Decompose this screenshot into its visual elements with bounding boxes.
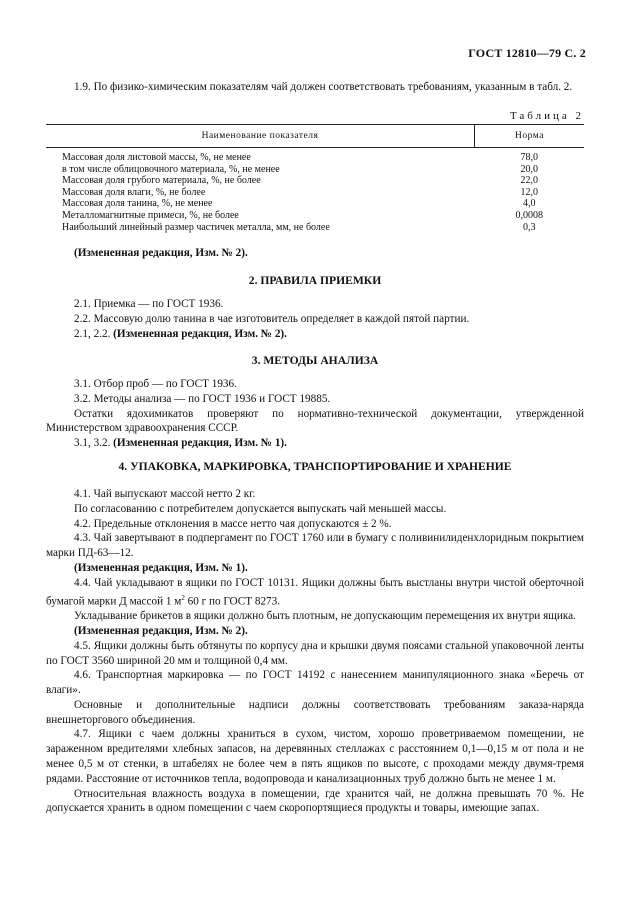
edit-note: (Измененная редакция, Изм. № 1).	[113, 437, 287, 450]
row-value: 4,0	[523, 198, 536, 210]
table-row	[46, 198, 584, 210]
row-value: 78,0	[520, 152, 538, 163]
superscript: 2	[181, 593, 185, 602]
section-title-4: 4. УПАКОВКА, МАРКИРОВКА, ТРАНСПОРТИРОВАНИЕ И ХРАНЕНИЕ	[118, 460, 512, 473]
paragraph-4-4-bricks: Укладывание брикетов в ящики должно быть плотным, не допускающим перемещения их внутри ящика.	[74, 610, 576, 623]
paragraph-4-4	[46, 576, 584, 609]
text-fragment: 4.4. Чай укладывают в ящики по ГОСТ 10131. Ящики должны быть выстланы внутри чистой оберточной бумагой марки Д массой 1 м	[46, 576, 584, 608]
paragraph-4-6-inscriptions: Основные и дополнительные надписи должны соответствовать требованиям заказа-наряда внешнеторгового объединения.	[46, 698, 584, 726]
row-name: Массовая доля танина, %, не менее	[62, 198, 213, 210]
row-name: Массовая доля влаги, %, не более	[62, 186, 206, 198]
row-name: в том числе облицовочного материала, %, не менее	[62, 163, 280, 175]
paragraph-3-edit	[46, 436, 584, 451]
row-value: 0,3	[523, 221, 536, 233]
column-header-name: Наименование показателя	[46, 125, 475, 148]
row-name: Массовая доля грубого материала, %, не более	[62, 175, 261, 187]
paragraph-3-1: 3.1. Отбор проб — по ГОСТ 1936.	[74, 378, 237, 390]
edit-note: (Измененная редакция, Изм. № 1).	[74, 561, 248, 574]
column-header-norm: Норма	[475, 125, 585, 148]
section-title-3: 3. МЕТОДЫ АНАЛИЗА	[251, 354, 379, 367]
table-row	[46, 164, 584, 176]
table-caption: Таблица 2	[509, 110, 584, 122]
edit-note: (Измененная редакция, Изм. № 2).	[74, 624, 248, 637]
row-value: 20,0	[520, 163, 538, 175]
table-edit-note	[46, 246, 584, 261]
paragraph-4-5: 4.5. Ящики должны быть обтянуты по корпусу дна и крышки двумя поясами стальной упаковочной ленты по ГОСТ 3560 шириной 20 мм и толщиной 0,4 мм.	[46, 639, 584, 667]
paragraph-2-1: 2.1. Приемка — по ГОСТ 1936.	[74, 298, 224, 310]
row-name: Наибольший линейный размер частичек металла, мм, не более	[62, 221, 330, 233]
edit-prefix: 2.1, 2.2.	[74, 327, 114, 340]
paragraph-4-3: 4.3. Чай завертывают в подпергамент по ГОСТ 1760 или в бумагу с поливинилиденхлоридным покрытием марки ПД-63—12.	[46, 532, 584, 560]
row-name: Массовая доля листовой массы, %, не менее	[62, 152, 251, 163]
text-fragment: 60 г по ГОСТ 8273.	[184, 595, 281, 608]
table-row	[46, 187, 584, 199]
table-row	[46, 175, 584, 187]
paragraph-3-residues: Остатки ядохимикатов проверяют по нормативно-технической документации, утвержденной Министерством здравоохранения СССР.	[46, 407, 584, 435]
paragraph-4-7-humidity: Относительная влажность воздуха в помещении, где хранится чай, не должна превышать 70 %. Не допускается хранить в одном помещении с чаем скоропортящиеся продукты и товары, имеющие запах.	[46, 787, 584, 815]
paragraph-1-9: 1.9. По физико-химическим показателям чай должен соответствовать требованиям, указанным в табл. 2.	[74, 81, 573, 93]
section-title-2: 2. ПРАВИЛА ПРИЕМКИ	[248, 274, 382, 287]
section-3-body	[46, 377, 584, 451]
edit-note: (Измененная редакция, Изм. № 2).	[113, 327, 287, 340]
edit-note: (Измененная редакция, Изм. № 2).	[74, 247, 248, 259]
paragraph-3-2: 3.2. Методы анализа — по ГОСТ 1936 и ГОСТ 19885.	[74, 392, 331, 405]
section-2-body	[46, 297, 584, 341]
row-value: 12,0	[520, 186, 538, 198]
indicators-table	[46, 124, 584, 233]
paragraph-4-7: 4.7. Ящики с чаем должны храниться в сухом, чистом, хорошо проветриваемом помещении, не зараженном вредителями хлебных запасов, на деревянных стеллажах с расстоянием 0,1—0,15 м от пола и не менее 0,5 м от стенки, в штабелях не более чем в пять ящиков по высоте, с проходами между двумя-тремя рядами. Расстояние от источников тепла, водопровода и канализационных труб должно быть не менее 1 м.	[46, 728, 584, 785]
page-header: ГОСТ 12810—79 С. 2	[468, 46, 586, 60]
edit-prefix: 3.1, 3.2.	[74, 437, 114, 450]
section-4-body	[46, 487, 584, 816]
paragraph-4-1-note: По согласованию с потребителем допускается выпускать чай меньшей массы.	[74, 502, 447, 515]
paragraph-4-1: 4.1. Чай выпускают массой нетто 2 кг.	[74, 488, 256, 500]
paragraph-2-2: 2.2. Массовую долю танина в чае изготовитель определяет в каждой пятой партии.	[74, 312, 470, 325]
table-row	[46, 222, 584, 234]
row-name: Металломагнитные примеси, %, не более	[62, 209, 239, 221]
paragraph-2-edit	[46, 327, 584, 342]
row-value: 0,0008	[515, 209, 543, 221]
row-value: 22,0	[520, 175, 538, 187]
paragraph-4-6: 4.6. Транспортная маркировка — по ГОСТ 14192 с нанесением манипуляционного знака «Беречь от влаги».	[46, 669, 584, 697]
intro-paragraph	[46, 80, 584, 95]
table-row	[46, 210, 584, 222]
paragraph-4-2: 4.2. Предельные отклонения в массе нетто чая допускаются ± 2 %.	[74, 517, 392, 530]
table-row	[46, 148, 584, 164]
